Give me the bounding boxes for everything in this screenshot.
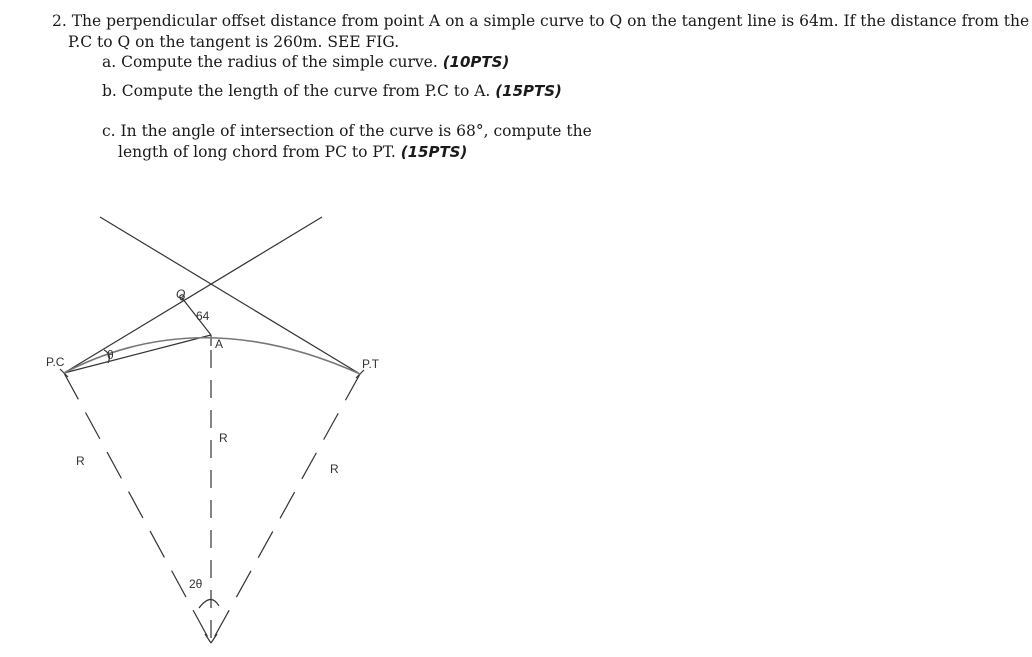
label-a: A — [215, 337, 224, 351]
label-q: Q — [176, 287, 186, 301]
chord-pc-to-a — [64, 335, 211, 373]
label-offset-64: 64 — [196, 309, 210, 323]
question-b-text: b. Compute the length of the curve from P.C to A. — [102, 82, 491, 100]
label-theta: θ — [107, 348, 114, 362]
label-pt: P.T — [362, 357, 380, 371]
problem-line-2-text: P.C to Q on the tangent is 260m. SEE FIG. — [68, 33, 400, 51]
question-b-points: (15PTS) — [495, 82, 562, 100]
radius-line-right — [211, 374, 360, 643]
center-arrow-left — [205, 634, 211, 643]
label-pc: P.C — [46, 355, 65, 369]
question-c-points: (15PTS) — [400, 143, 468, 161]
tangent-line-back — [64, 217, 322, 373]
tangent-line-forward — [100, 217, 360, 374]
center-arrow-right — [211, 634, 217, 643]
question-a-text: a. Compute the radius of the simple curve. — [102, 53, 438, 71]
label-radius-left: R — [76, 454, 85, 468]
label-radius-middle: R — [219, 431, 228, 445]
problem-line-1-text: 2. The perpendicular offset distance from point A on a simple curve to Q on the tangent line is 64m. If the distance from the — [52, 12, 1030, 30]
label-radius-right: R — [330, 462, 339, 476]
radius-line-left — [64, 373, 211, 643]
question-c-text-2: length of long chord from PC to PT. — [118, 143, 396, 161]
question-c-text-1: c. In the angle of intersection of the curve is 68°, compute the — [102, 122, 592, 140]
center-angle-arc — [199, 599, 219, 608]
label-two-theta: 2θ — [189, 577, 203, 591]
question-a-points: (10PTS) — [442, 53, 510, 71]
